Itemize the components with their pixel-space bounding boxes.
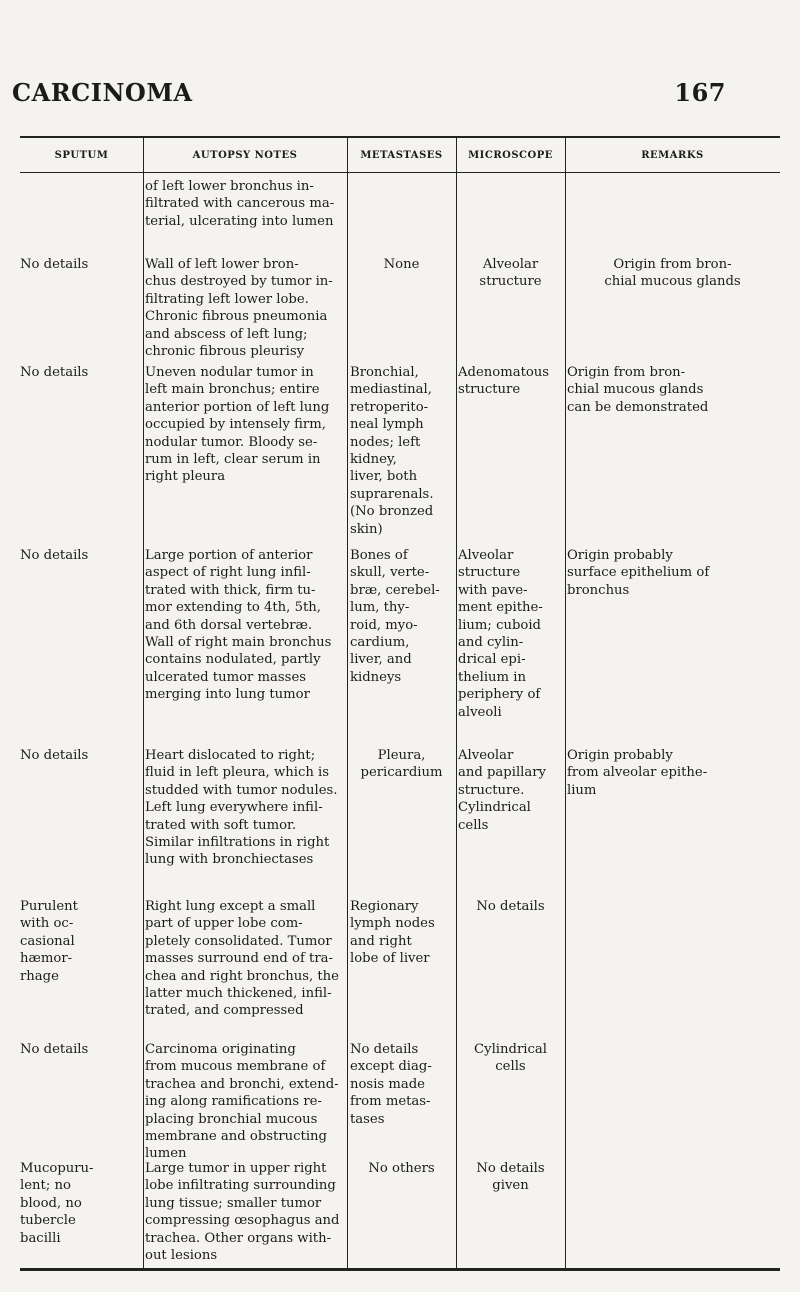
- col-divider-3: [456, 138, 457, 1268]
- row-2-sputum: No details: [20, 365, 89, 380]
- row-1-microscope: Alveolar structure: [479, 257, 542, 290]
- row-5-sputum: Purulent with oc- casional hæmor- rhage: [20, 899, 78, 984]
- row-6-microscope: Cylindrical cells: [474, 1042, 547, 1075]
- row-7-microscope: No details given: [476, 1161, 545, 1194]
- col-header-microscope: MICROSCOPE: [468, 150, 553, 161]
- row-3-metastases: Bones of skull, verte- bræ, cerebel- lum, thy- roid, myo- cardium, liver, and kidneys: [350, 548, 440, 685]
- row-7-metastases: No others: [368, 1161, 435, 1176]
- col-header-sputum: SPUTUM: [54, 150, 109, 161]
- col-header-autopsy: AUTOPSY NOTES: [192, 150, 298, 161]
- col-divider-1: [143, 138, 144, 1268]
- row-5-autopsy: Right lung except a small part of upper lobe com- pletely consolidated. Tumor masses surround end of tra- chea and right bronchus, the latter much thickened, infil- trated, and compressed: [145, 899, 339, 1019]
- row-3-autopsy: Large portion of anterior aspect of right lung infil- trated with thick, firm tu- mor extending to 4th, 5th, and 6th dorsal vertebræ. Wall of right main bronchus contains nodulated, partly ulcerated tumor masses merging into lung tumor: [145, 548, 332, 703]
- row-2-microscope: Adenomatous structure: [458, 365, 550, 398]
- col-header-metastases: METASTASES: [360, 150, 443, 161]
- row-1-remarks: Origin from bron- chial mucous glands: [604, 257, 741, 290]
- row-6-sputum: No details: [20, 1042, 89, 1057]
- row-6-autopsy: Carcinoma originating from mucous membrane of trachea and bronchi, extend- ing along ramifications re- placing bronchial mucous membrane and obstructing lumen: [145, 1042, 339, 1162]
- row-4-sputum: No details: [20, 748, 89, 763]
- row-3-sputum: No details: [20, 548, 89, 563]
- row-5-metastases: Regionary lymph nodes and right lobe of liver: [350, 899, 435, 967]
- col-divider-4: [565, 138, 566, 1268]
- row-4-metastases: Pleura, pericardium: [360, 748, 443, 781]
- row-7-autopsy: Large tumor in upper right lobe infiltrating surrounding lung tissue; smaller tumor compressing œsophagus and trachea. Other organs with- out lesions: [145, 1161, 340, 1264]
- row-6-metastases: No details except diag- nosis made from metas- tases: [350, 1042, 432, 1127]
- row-1-metastases: None: [383, 257, 420, 272]
- row-3-microscope: Alveolar structure with pave- ment epithe- lium; cuboid and cylin- drical epi- thelium in periphery of alveoli: [458, 548, 543, 720]
- col-header-remarks: REMARKS: [641, 150, 704, 161]
- running-head-title: CARCINOMA: [12, 78, 193, 107]
- row-3-remarks: Origin probably surface epithelium of bronchus: [567, 548, 710, 598]
- row-2-autopsy: Uneven nodular tumor in left main bronchus; entire anterior portion of left lung occupied by intensely firm, nodular tumor. Bloody se- rum in left, clear serum in right pleura: [145, 365, 330, 485]
- row-0-autopsy: of left lower bronchus in- filtrated with cancerous ma- terial, ulcerating into lumen: [145, 179, 335, 229]
- row-2-remarks: Origin from bron- chial mucous glands can be demonstrated: [567, 365, 709, 415]
- row-1-autopsy: Wall of left lower bron- chus destroyed by tumor in- filtrating left lower lobe. Chronic fibrous pneumonia and abscess of left lung; chronic fibrous pleurisy: [145, 257, 333, 360]
- row-1-sputum: No details: [20, 257, 89, 272]
- page-number: 167: [674, 78, 726, 107]
- table-top-rule: [20, 136, 780, 138]
- row-7-sputum: Mucopuru- lent; no blood, no tubercle bacilli: [20, 1161, 94, 1246]
- row-2-metastases: Bronchial, mediastinal, retroperito- neal lymph nodes; left kidney, liver, both suprarenals. (No bronzed skin): [350, 365, 434, 537]
- row-4-remarks: Origin probably from alveolar epithe- lium: [567, 748, 708, 798]
- table-bottom-rule: [20, 1268, 780, 1271]
- row-4-microscope: Alveolar and papillary structure. Cylindrical cells: [458, 748, 547, 833]
- row-4-autopsy: Heart dislocated to right; fluid in left pleura, which is studded with tumor nodules. Left lung everywhere infil- trated with soft tumor. Similar infiltrations in right lung with bronchiectases: [145, 748, 338, 868]
- col-divider-2: [347, 138, 348, 1268]
- header-bottom-rule: [20, 172, 780, 173]
- row-5-microscope: No details: [476, 899, 545, 914]
